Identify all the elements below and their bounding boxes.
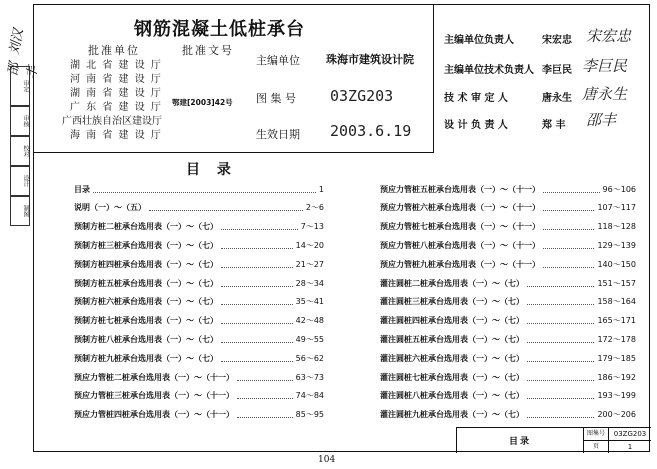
toc-entry-title: 灌注圆桩三桩承台选用表（一）～（七） [380,297,524,307]
toc-entry-title: 预制方桩五桩承台选用表（一）～（七） [74,278,218,288]
toc-entry [74,351,324,365]
toc-entry [380,351,636,365]
person-signature: 唐永生 [582,85,628,103]
toc-leader-dots [237,374,293,381]
toc-entry-pages: 42～48 [295,316,324,326]
toc-entry-title: 灌注圆桩七桩承台选用表（一）～（七） [380,372,524,382]
toc-entry [74,295,324,309]
toc-entry-title: 说明（一）～（五） [74,203,146,213]
toc-entry-title: 预制方桩三桩承台选用表（一）～（七） [74,240,218,250]
toc-entry-pages: 200～206 [597,410,636,420]
toc-leader-dots [527,280,594,287]
toc-entry-pages: 96～106 [602,184,636,194]
toc-entry [74,220,324,234]
toc-entry [380,332,636,346]
approval-doc-no: 鄂建[2003]42号 [172,98,233,107]
toc-leader-dots [527,411,594,418]
toc-leader-dots [237,392,293,399]
toc-leader-dots [543,204,594,211]
header-block [34,5,434,153]
toc-entry-title: 预应力管桩五桩承台选用表（一）～（十一） [380,184,540,194]
toc-entry [74,182,324,196]
toc-entry-pages: 56～62 [295,353,324,363]
toc-leader-dots [221,242,293,249]
toc-leader-dots [527,317,594,324]
margin-cell: 校对 [10,136,30,166]
approval-unit: 湖 北 省 建 设 厅 [70,60,163,71]
toc-entry-pages: 172～178 [597,334,636,344]
toc-entry-title: 预应力管桩九桩承台选用表（一）～（十一） [380,259,540,269]
toc-leader-dots [221,317,293,324]
toc-entry [380,238,636,252]
toc-entry-title: 预制方桩二桩承台选用表（一）～（七） [74,222,218,232]
person-signature: 宋宏忠 [586,27,632,45]
title-block-page-no: 1 [627,443,633,451]
toc-entry-pages: 107～117 [597,203,636,213]
person-signature: 李巨民 [582,57,628,75]
approval-unit: 河 南 省 建 设 厅 [70,74,163,85]
title-block-name: 目录 [457,428,584,453]
margin-cell: 审核 [10,106,30,136]
approval-unit: 湖 南 省 建 设 厅 [70,88,163,99]
toc-leader-dots [221,280,293,287]
toc-entry-pages: 193～199 [597,391,636,401]
toc-entry-pages: 151～157 [597,278,636,288]
toc-entry-title: 预应力管桩三桩承台选用表（一）～（十一） [74,391,234,401]
person-name: 宋宏忠 [542,35,572,46]
toc-entry-title: 目录 [74,184,90,194]
toc-entry [380,257,636,271]
atlas-no-label: 图 集 号 [256,92,296,105]
toc-entry [74,370,324,384]
effective-date-label: 生效日期 [256,128,300,141]
toc-entry [380,201,636,215]
toc-leader-dots [527,336,594,343]
title-block-atlas-no: 03ZG203 [609,428,651,441]
toc-entry [380,389,636,403]
toc-leader-dots [93,186,316,193]
toc-entry-pages: 14～20 [295,240,324,250]
role-label: 主编单位负责人 [444,35,514,46]
person-signature: 邵丰 [586,111,617,129]
margin-cell: 设计 [10,166,30,196]
toc-entry-pages: 7～13 [300,222,324,232]
toc-entry [380,182,636,196]
toc-entry [380,276,636,290]
editor-unit: 珠海市建筑设计院 [326,53,414,66]
margin-signature-1: 刘汉 [7,27,27,56]
toc-entry-pages: 186～192 [597,372,636,382]
toc-entry-title: 预制方桩四桩承台选用表（一）～（七） [74,259,218,269]
toc-entry [380,220,636,234]
toc-entry-pages: 28～34 [295,278,324,288]
left-margin-strip [2,4,42,452]
toc-entry-title: 预应力管桩七桩承台选用表（一）～（十一） [380,222,540,232]
toc-entry-pages: 165～171 [597,316,636,326]
toc-leader-dots [527,355,594,362]
toc-entry [74,314,324,328]
toc-entry-pages: 35～41 [295,297,324,307]
toc-leader-dots [543,223,594,230]
toc-entry [380,295,636,309]
approval-doc-label: 批准文号 [182,44,234,57]
toc-entry-pages: 1 [318,184,324,194]
toc-heading: 目 录 [186,162,237,178]
toc-leader-dots [543,186,600,193]
toc-entry-title: 灌注圆桩五桩承台选用表（一）～（七） [380,334,524,344]
toc-leader-dots [237,411,293,418]
drawing-sheet [33,4,650,452]
toc-leader-dots [543,242,594,249]
toc-entry [380,408,636,422]
toc-entry-title: 预制方桩八桩承台选用表（一）～（七） [74,334,218,344]
toc-entry-title: 灌注圆桩二桩承台选用表（一）～（七） [380,278,524,288]
toc-entry-pages: 140～150 [597,259,636,269]
effective-date: 2003.6.19 [330,122,412,140]
toc-entry-title: 灌注圆桩六桩承台选用表（一）～（七） [380,353,524,363]
toc-leader-dots [221,355,293,362]
toc-entry-title: 预制方桩九桩承台选用表（一）～（七） [74,353,218,363]
toc-leader-dots [543,261,594,268]
toc-entry [74,408,324,422]
toc-leader-dots [527,298,594,305]
toc-entry-pages: 49～55 [295,334,324,344]
title-block-atlas-label: 图集号 [584,428,609,441]
toc-leader-dots [221,223,298,230]
approval-unit: 广 东 省 建 设 厅 [70,102,163,113]
approval-unit-label: 批准单位 [88,44,140,57]
toc-leader-dots [221,336,293,343]
toc-entry-pages: 2～6 [305,203,324,213]
toc-entry-title: 灌注圆桩八桩承台选用表（一）～（七） [380,391,524,401]
approval-unit: 广西壮族自治区建设厅 [62,116,162,127]
margin-cell: 审定 [10,66,30,106]
margin-signature-2: 邵丰 [5,61,42,81]
toc-entry-title: 预应力管桩二桩承台选用表（一）～（十一） [74,372,234,382]
toc-entry-title: 预制方桩六桩承台选用表（一）～（七） [74,297,218,307]
toc-entry-title: 灌注圆桩九桩承台选用表（一）～（七） [380,410,524,420]
approval-unit: 海 南 省 建 设 厅 [70,130,163,141]
toc-entry [74,332,324,346]
title-block [456,427,651,453]
person-name: 郑 丰 [542,120,566,131]
toc-entry [74,238,324,252]
person-name: 李巨民 [542,65,572,76]
toc-leader-dots [149,204,303,211]
title-block-page-label: 页 [584,441,609,453]
document-title: 钢筋混凝土低桩承台 [134,19,305,40]
toc-entry-pages: 63～73 [295,372,324,382]
toc-entry-title: 预应力管桩六桩承台选用表（一）～（十一） [380,203,540,213]
toc-entry-pages: 74～84 [295,391,324,401]
toc-entry-pages: 85～95 [295,410,324,420]
role-label: 主编单位技术负责人 [444,65,534,76]
toc-entry [380,314,636,328]
person-name: 唐永生 [542,93,572,104]
toc-entry-pages: 179～185 [597,353,636,363]
toc-entry-title: 预制方桩七桩承台选用表（一）～（七） [74,316,218,326]
editor-unit-label: 主编单位 [256,54,300,67]
role-label: 设 计 负 责 人 [444,120,508,131]
toc-entry [74,276,324,290]
toc-leader-dots [221,298,293,305]
toc-leader-dots [221,261,293,268]
toc-entry-pages: 21～27 [295,259,324,269]
toc-entry [74,201,324,215]
footer-page-number: 104 [318,455,336,465]
toc-entry [380,370,636,384]
toc-entry-title: 灌注圆桩四桩承台选用表（一）～（七） [380,316,524,326]
atlas-no: 03ZG203 [330,87,394,105]
toc-entry [74,257,324,271]
toc-entry-title: 预应力管桩四桩承台选用表（一）～（十一） [74,410,234,420]
toc-leader-dots [527,392,594,399]
toc-leader-dots [527,374,594,381]
toc-entry-pages: 118～128 [597,222,636,232]
role-label: 技 术 审 定 人 [444,93,508,104]
margin-cell: 制图 [10,196,30,226]
toc-entry-pages: 129～139 [597,240,636,250]
toc-entry-pages: 158～164 [597,297,636,307]
toc-entry-title: 预应力管桩八桩承台选用表（一）～（十一） [380,240,540,250]
toc-entry [74,389,324,403]
